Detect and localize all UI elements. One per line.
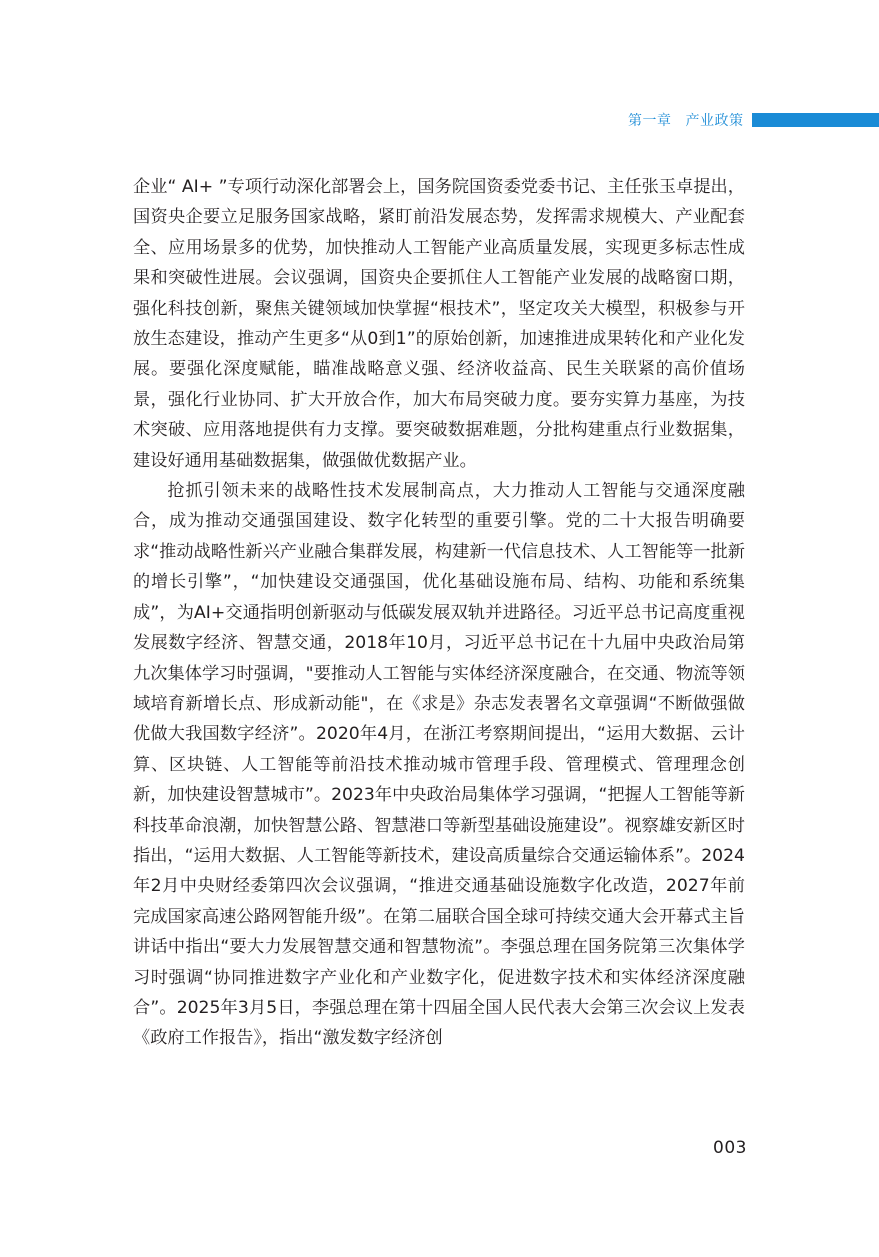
- page-number: 003: [713, 1138, 747, 1158]
- header-accent-bar: [752, 113, 879, 127]
- paragraph-continued: 企业“ AI+ ”专项行动深化部署会上，国务院国资委党委书记、主任张玉卓提出，国资央企要立足服务国家战略，紧盯前沿发展态势，发挥需求规模大、产业配套全、应用场景多的优势，加快推动人工智能产业高质量发展，实现更多标志性成果和突破性进展。会议强调，国资央企要抓住人工智能产业发展的战略窗口期，强化科技创新，聚焦关键领域加快掌握“根技术”，坚定攻关大模型，积极参与开放生态建设，推动产生更多“从0到1”的原始创新，加速推进成果转化和产业化发展。要强化深度赋能，瞄准战略意义强、经济收益高、民生关联紧的高价值场景，强化行业协同、扩大开放合作，加大布局突破力度。要夯实算力基座，为技术突破、应用落地提供有力支撑。要突破数据难题，分批构建重点行业数据集，建设好通用基础数据集，做强做优数据产业。: [133, 177, 745, 471]
- paragraph: 抢抓引领未来的战略性技术发展制高点，大力推动人工智能与交通深度融合，成为推动交通强国建设、数字化转型的重要引擎。党的二十大报告明确要求“推动战略性新兴产业融合集群发展，构建新一代信息技术、人工智能等一批新的增长引擎”，“加快建设交通强国，优化基础设施布局、结构、功能和系统集成”，为AI+交通指明创新驱动与低碳发展双轨并进路径。习近平总书记高度重视发展数字经济、智慧交通，2018年10月，习近平总书记在十九届中央政治局第九次集体学习时强调，"要推动人工智能与实体经济深度融合，在交通、物流等领域培育新增长点、形成新动能"，在《求是》杂志发表署名文章强调“不断做强做优做大我国数字经济”。2020年4月，在浙江考察期间提出，“运用大数据、云计算、区块链、人工智能等前沿技术推动城市管理手段、管理模式、管理理念创新，加快建设智慧城市”。2023年中央政治局集体学习强调，“把握人工智能等新科技革命浪潮，加快智慧公路、智慧港口等新型基础设施建设”。视察雄安新区时指出，“运用大数据、人工智能等新技术，建设高质量综合交通运输体系”。2024年2月中央财经委第四次会议强调，“推进交通基础设施数字化改造，2027年前完成国家高速公路网智能升级”。在第二届联合国全球可持续交通大会开幕式主旨讲话中指出“要大力发展智慧交通和智慧物流”。李强总理在国务院第三次集体学习时强调“协同推进数字产业化和产业数字化，促进数字技术和实体经济深度融合”。2025年3月5日，李强总理在第十四届全国人民代表大会第三次会议上发表《政府工作报告》，指出“激发数字经济创: [133, 481, 745, 1049]
- section-label: 产业政策: [685, 113, 744, 129]
- chapter-heading: [628, 110, 744, 130]
- chapter-label: 第一章: [628, 113, 672, 129]
- body-text: [133, 172, 745, 1054]
